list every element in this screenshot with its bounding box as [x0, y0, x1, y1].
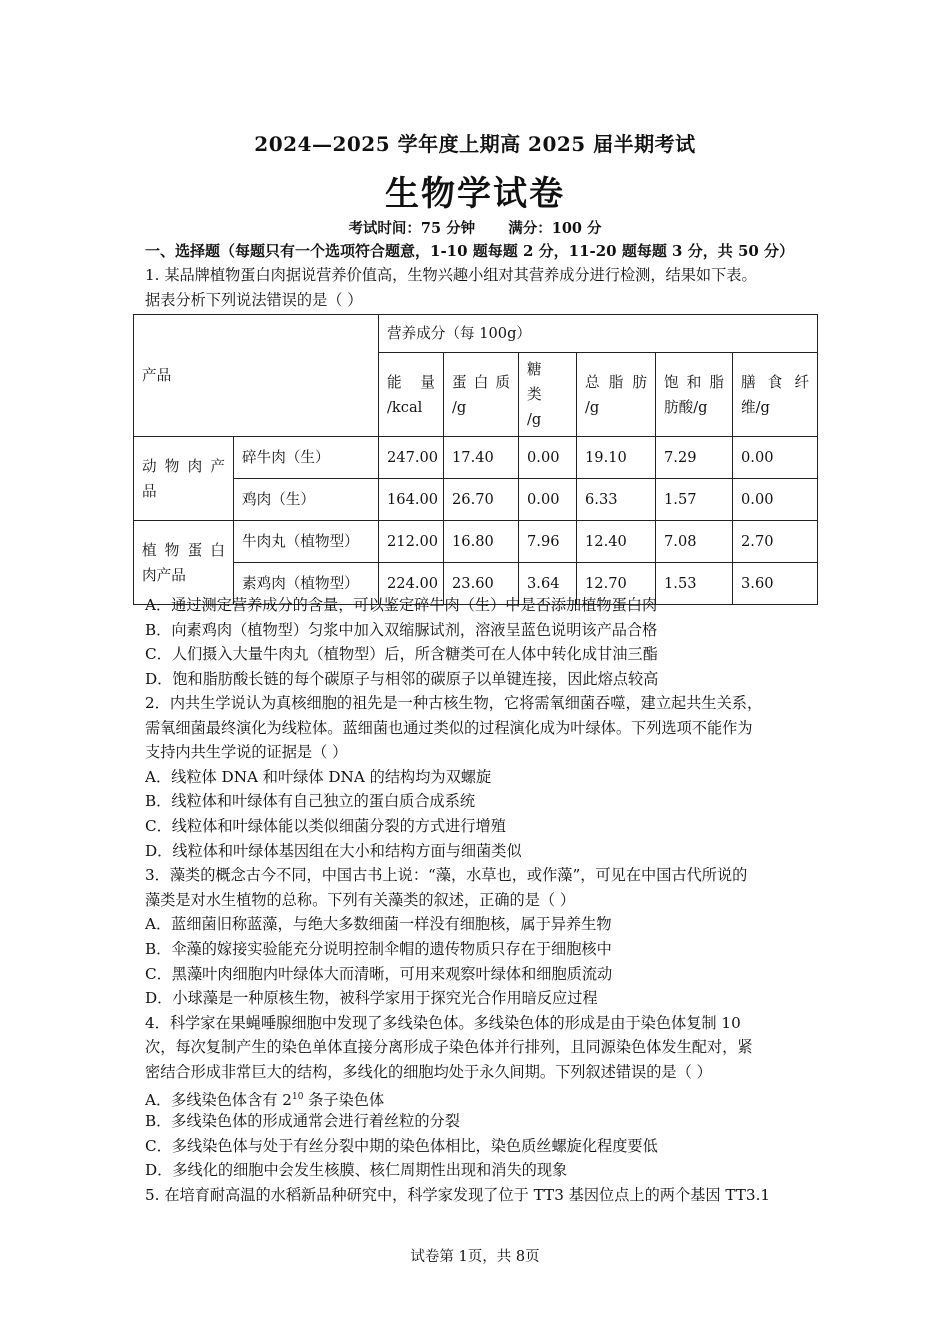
nutrition-table — [133, 314, 818, 605]
question-line: 1. 某品牌植物蛋白肉据说营养价值高，生物兴趣小组对其营养成分进行检测，结果如下表。 — [145, 266, 757, 284]
table-cell: 23.60 — [444, 563, 519, 605]
section-title: 一、选择题（每题只有一个选项符合题意，1-10 题每题 2 分，11-20 题每题 3 分，共 50 分） — [145, 242, 795, 260]
column-header: 能 量 /kcal — [379, 353, 444, 437]
column-header: 糖 类 /g — [519, 353, 577, 437]
table-cell: 7.29 — [656, 437, 733, 479]
option-d: D．小球藻是一种原核生物，被科学家用于探究光合作用暗反应过程 — [145, 989, 598, 1008]
question-line: 据表分析下列说法错误的是（ ） — [145, 290, 363, 309]
option-d: D．多线化的细胞中会发生核膜、核仁周期性出现和消失的现象 — [145, 1161, 568, 1180]
subject-title: 生物学试卷 — [385, 174, 565, 214]
exam-score: 满分：100 分 — [508, 220, 602, 237]
questions-2-5 — [145, 691, 817, 1207]
table-cell: 16.80 — [444, 521, 519, 563]
option-b: B．线粒体和叶绿体有自己独立的蛋白质合成系统 — [145, 792, 476, 811]
table-cell: 6.33 — [577, 479, 656, 521]
table-cell: 7.96 — [519, 521, 577, 563]
page-footer: 试卷第 1页，共 8页 — [410, 1249, 540, 1265]
table-cell: 17.40 — [444, 437, 519, 479]
table-cell: 0.00 — [733, 437, 818, 479]
table-cell: 164.00 — [379, 479, 444, 521]
table-cell: 7.08 — [656, 521, 733, 563]
table-cell: 19.10 — [577, 437, 656, 479]
table-cell: 3.60 — [733, 563, 818, 605]
question-2-line: 需氧细菌最终演化为线粒体。蓝细菌也通过类似的过程演化成为叶绿体。下列选项不能作为 — [145, 718, 753, 737]
table-cell: 3.64 — [519, 563, 577, 605]
question-2-line: 支持内共生学说的证据是（ ） — [145, 743, 348, 762]
option-d: D．线粒体和叶绿体基因组在大小和结构方面与细菌类似 — [145, 841, 522, 860]
table-cell: 1.53 — [656, 563, 733, 605]
question-3-line: 3．藻类的概念古今不同，中国古书上说：“藻，水草也，或作藻”，可见在中国古代所说的 — [145, 866, 748, 885]
exam-meta — [0, 217, 950, 238]
option-a: A．蓝细菌旧称蓝藻，与绝大多数细菌一样没有细胞核，属于异养生物 — [145, 915, 612, 934]
question-4-line: 4．科学家在果蝇唾腺细胞中发现了多线染色体。多线染色体的形成是由于染色体复制 10 — [145, 1013, 741, 1032]
table-cell: 12.70 — [577, 563, 656, 605]
question-1-stem — [145, 263, 817, 312]
product-header: 产品 — [134, 315, 379, 437]
column-header: 蛋白质 /g — [444, 353, 519, 437]
column-header: 总脂肪 /g — [577, 353, 656, 437]
table-cell: 26.70 — [444, 479, 519, 521]
option-a: A．线粒体 DNA 和叶绿体 DNA 的结构均为双螺旋 — [145, 767, 492, 786]
option-c: C．人们摄入大量牛肉丸（植物型）后，所含糖类可在人体中转化成甘油三酯 — [145, 645, 658, 664]
table-cell: 1.57 — [656, 479, 733, 521]
question-3-line: 藻类是对水生植物的总称。下列有关藻类的叙述，正确的是（ ） — [145, 890, 576, 909]
table-cell: 0.00 — [519, 479, 577, 521]
item-name: 碎牛肉（生） — [234, 437, 379, 479]
option-a: A．多线染色体含有 $2^{10}$ 条子染色体 — [145, 1090, 385, 1109]
table-row — [134, 437, 818, 479]
question-4-line: 密结合形成非常巨大的结构，多线化的细胞均处于永久间期。下列叙述错误的是（ ） — [145, 1062, 712, 1081]
option-a: A．通过测定营养成分的含量，可以鉴定碎牛肉（生）中是否添加植物蛋白肉 — [145, 596, 658, 614]
option-c: C．线粒体和叶绿体能以类似细菌分裂的方式进行增殖 — [145, 816, 506, 835]
question-4-line: 次，每次复制产生的染色单体直接分离形成子染色体并行排列，且同源染色体发生配对，紧 — [145, 1038, 753, 1057]
column-header: 膳食纤 维/g — [733, 353, 818, 437]
column-header: 饱和脂 肪酸/g — [656, 353, 733, 437]
exponent: 10 — [291, 1091, 304, 1102]
option-b: B．向素鸡肉（植物型）匀浆中加入双缩脲试剂，溶液呈蓝色说明该产品合格 — [145, 620, 658, 639]
item-name: 鸡肉（生） — [234, 479, 379, 521]
table-cell: 224.00 — [379, 563, 444, 605]
option-c: C．多线染色体与处于有丝分裂中期的染色体相比，染色质丝螺旋化程度要低 — [145, 1136, 658, 1155]
option-d: D．饱和脂肪酸长链的每个碳原子与相邻的碳原子以单键连接，因此熔点较高 — [145, 669, 659, 688]
item-name: 牛肉丸（植物型） — [234, 521, 379, 563]
table-row — [134, 479, 818, 521]
question-2-line: 2．内共生学说认为真核细胞的祖先是一种古核生物，它将需氧细菌吞噬，建立起共生关系， — [145, 694, 763, 712]
item-name: 素鸡肉（植物型） — [234, 563, 379, 605]
group-name: 动物肉产 品 — [134, 437, 234, 521]
nutrition-group-header: 营养成分（每 100g） — [379, 315, 818, 353]
table-cell: 212.00 — [379, 521, 444, 563]
table-cell: 12.40 — [577, 521, 656, 563]
question-1-options — [145, 593, 817, 691]
table-cell: 0.00 — [519, 437, 577, 479]
table-cell: 247.00 — [379, 437, 444, 479]
option-b: B．伞藻的嫁接实验能充分说明控制伞帽的遗传物质只存在于细胞核中 — [145, 939, 612, 958]
group-name: 植物蛋白 肉产品 — [134, 521, 234, 605]
table-cell: 0.00 — [733, 479, 818, 521]
table-cell: 2.70 — [733, 521, 818, 563]
option-b: B．多线染色体的形成通常会进行着丝粒的分裂 — [145, 1112, 460, 1131]
question-5-line: 5. 在培育耐高温的水稻新品种研究中，科学家发现了位于 TT3 基因位点上的两个基因 TT3.1 — [145, 1185, 771, 1204]
exam-title: 2024—2025 学年度上期高 2025 届半期考试 — [254, 132, 696, 156]
option-c: C．黑藻叶肉细胞内叶绿体大而清晰，可用来观察叶绿体和细胞质流动 — [145, 964, 613, 983]
exam-time: 考试时间：75 分钟 — [348, 220, 476, 237]
table-row — [134, 521, 818, 563]
